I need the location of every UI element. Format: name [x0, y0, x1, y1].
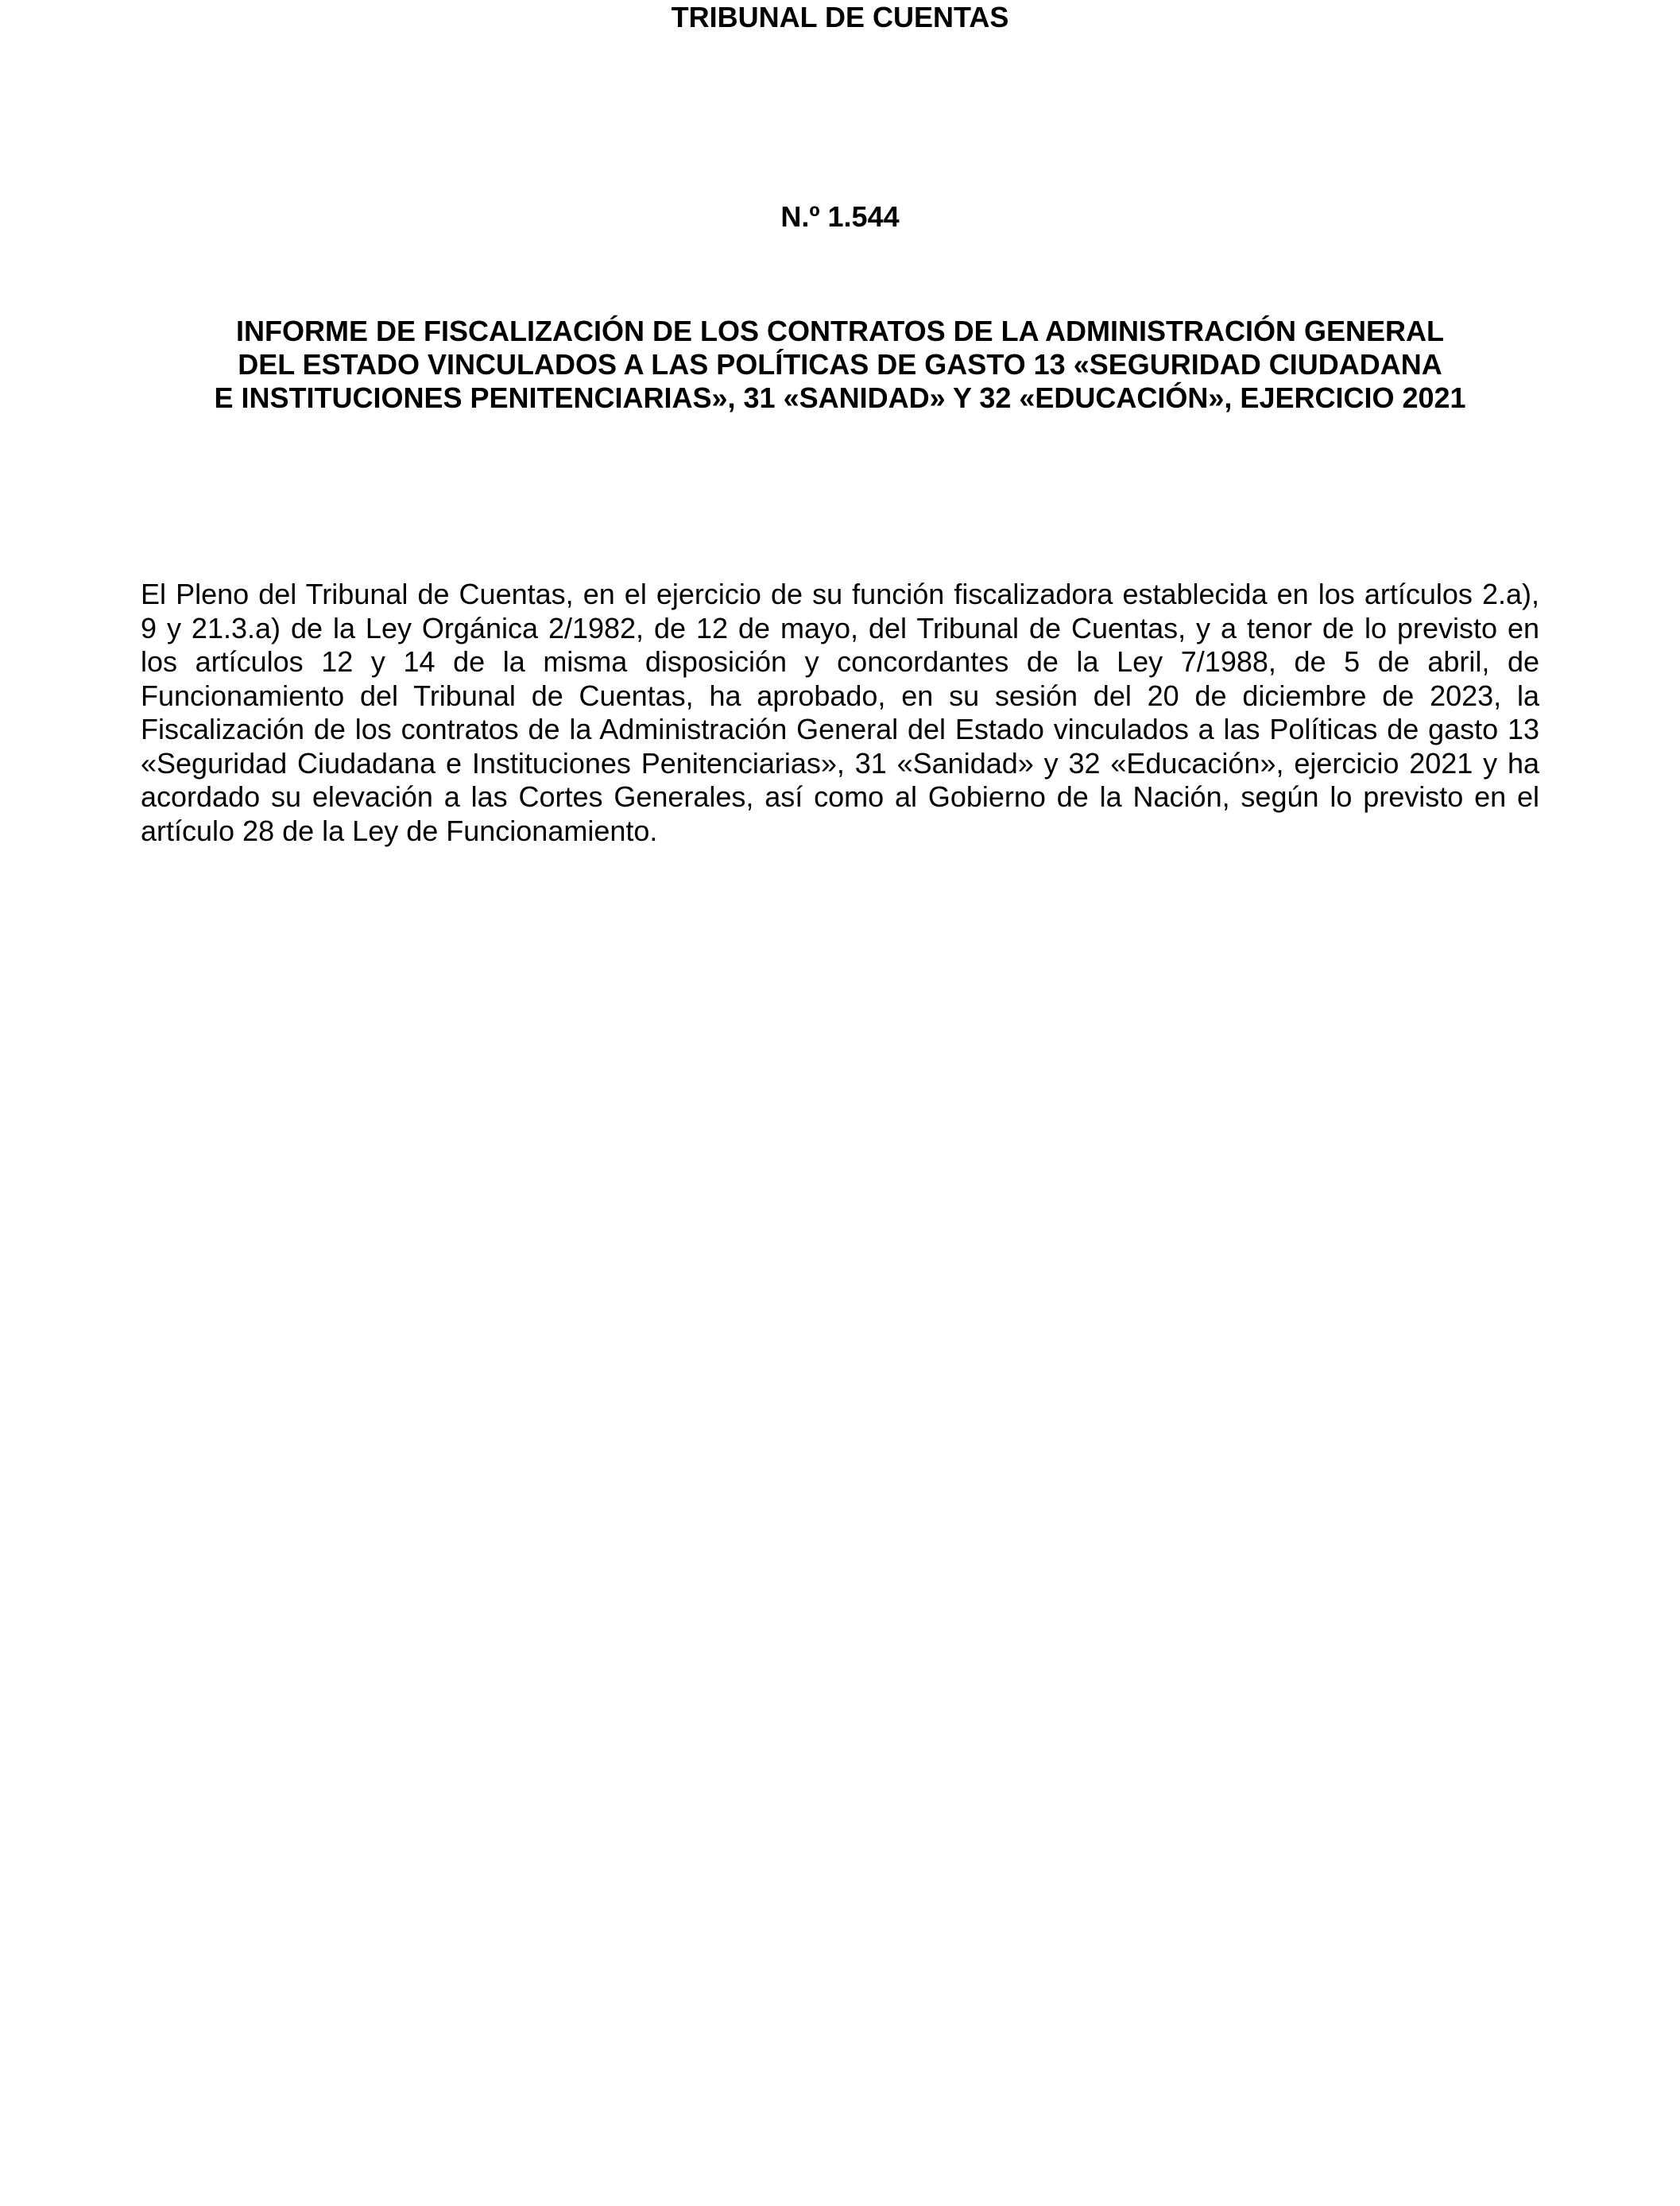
- paragraph-line: «Seguridad Ciudadana e Instituciones Penitenciarias», 31 «Sanidad» y 32 «Educación», ejercicio 2021 y ha: [141, 746, 1539, 780]
- report-number: N.º 1.544: [780, 200, 900, 233]
- report-title-line: E INSTITUCIONES PENITENCIARIAS», 31 «SANIDAD» Y 32 «EDUCACIÓN», EJERCICIO 2021: [214, 381, 1466, 414]
- paragraph-line: acordado su elevación a las Cortes Generales, así como al Gobierno de la Nación, según lo previsto en el: [141, 780, 1539, 813]
- paragraph-line: los artículos 12 y 14 de la misma disposición y concordantes de la Ley 7/1988, de 5 de abril, de: [141, 645, 1539, 678]
- body-paragraph: [141, 578, 1539, 848]
- report-title-line: DEL ESTADO VINCULADOS A LAS POLÍTICAS DE GASTO 13 «SEGURIDAD CIUDADANA: [238, 348, 1442, 381]
- paragraph-line: Fiscalización de los contratos de la Administración General del Estado vinculados a las Políticas de gasto 13: [141, 713, 1539, 745]
- paragraph-line: artículo 28 de la Ley de Funcionamiento.: [141, 814, 658, 847]
- paragraph-line: El Pleno del Tribunal de Cuentas, en el ejercicio de su función fiscalizadora establecida en los artículos 2.a),: [141, 578, 1539, 610]
- report-title-line: INFORME DE FISCALIZACIÓN DE LOS CONTRATOS DE LA ADMINISTRACIÓN GENERAL: [236, 315, 1444, 347]
- report-title: [0, 315, 1680, 415]
- institution-header: TRIBUNAL DE CUENTAS: [671, 1, 1009, 33]
- paragraph-line: Funcionamiento del Tribunal de Cuentas, ha aprobado, en su sesión del 20 de diciembre de 2023, la: [141, 679, 1539, 712]
- paragraph-line: 9 y 21.3.a) de la Ley Orgánica 2/1982, de 12 de mayo, del Tribunal de Cuentas, y a tenor de lo previsto en: [141, 611, 1539, 644]
